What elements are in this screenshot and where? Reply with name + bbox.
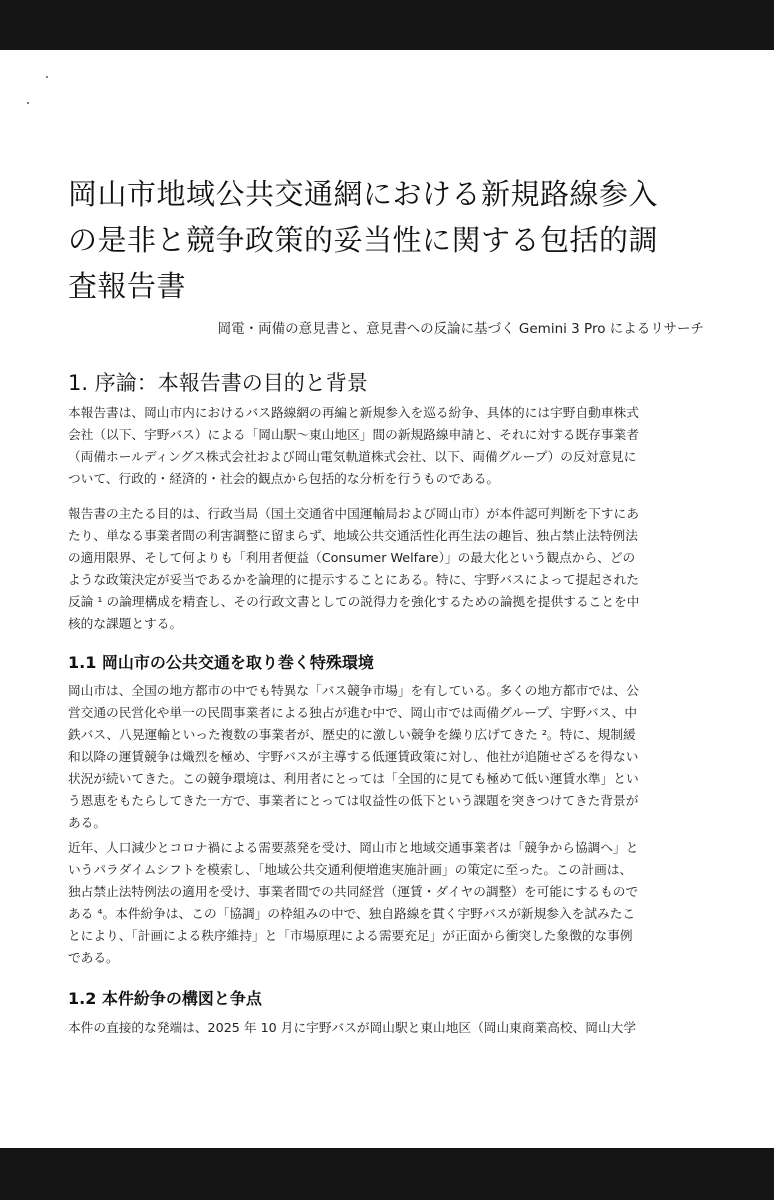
paragraph-line: 岡山市は、全国の地方都市の中でも特異な「バス競争市場」を有している。多くの地方都市では、公 <box>68 683 639 698</box>
paragraph <box>68 1017 718 1039</box>
paragraph-line: 本報告書は、岡山市内におけるバス路線網の再編と新規参入を巡る紛争、具体的には宇野自動車株式 <box>68 405 639 420</box>
paragraph-line: 核的な課題とする。 <box>68 616 183 631</box>
paragraph-line: う恩恵をもたらしてきた一方で、事業者にとっては収益性の低下という課題を突きつけてきた背景が <box>68 793 639 808</box>
paragraph-line: 本件の直接的な発端は、2025 年 10 月に宇野バスが岡山駅と東山地区（岡山東商業高校、岡山大学 <box>68 1020 637 1035</box>
paragraph-line: ある。 <box>68 815 107 830</box>
paragraph-line: ある ⁴。本件紛争は、この「協調」の枠組みの中で、独自路線を貫く宇野バスが新規参入を試みたこ <box>68 906 636 921</box>
section-heading-1: 1. 序論：本報告書の目的と背景 <box>68 371 368 395</box>
document-page <box>0 50 774 1148</box>
paragraph <box>68 680 718 834</box>
section-heading-1-1: 1.1 岡山市の公共交通を取り巻く特殊環境 <box>68 653 374 672</box>
paragraph-line: ついて、行政的・経済的・社会的観点から包括的な分析を行うものである。 <box>68 471 500 486</box>
title-line: 岡山市地域公共交通網における新規路線参入 <box>68 177 659 211</box>
paragraph-line: いうパラダイムシフトを模索し、「地域公共交通利便増進実施計画」の策定に至った。この計画は、 <box>68 862 633 877</box>
paragraph-line: 会社（以下、宇野バス）による「岡山駅〜東山地区」間の新規路線申請と、それに対する既存事業者 <box>68 427 639 442</box>
paragraph-line: とにより、「計画による秩序維持」と「市場原理による需要充足」が正面から衝突した象徴的な事例 <box>68 928 633 943</box>
paragraph-line: 状況が続いてきた。この競争環境は、利用者にとっては「全国的に見ても極めて低い運賃水準」とい <box>68 771 639 786</box>
title-line: の是非と競争政策的妥当性に関する包括的調 <box>68 223 659 257</box>
bottom-black-bar <box>0 1148 774 1200</box>
paragraph-line: 営交通の民営化や単一の民間事業者による独占が進む中で、岡山市では両備グループ、宇野バス、中 <box>68 705 638 720</box>
section-heading-1-2: 1.2 本件紛争の構図と争点 <box>68 989 262 1008</box>
paragraph-line: 鉄バス、八晃運輸といった複数の事業者が、歴史的に激しい競争を繰り広げてきた ²。特に、規制緩 <box>68 727 636 742</box>
top-black-bar <box>0 0 774 50</box>
paragraph-line: たり、単なる事業者間の利害調整に留まらず、地域公共交通活性化再生法の趣旨、独占禁止法特例法 <box>68 528 638 543</box>
paragraph <box>68 837 718 969</box>
scan-speck <box>46 76 48 78</box>
paragraph-line: 和以降の運賃競争は熾烈を極め、宇野バスが主導する低運賃政策に対し、他社が追随せざるを得ない <box>68 749 639 764</box>
document-subtitle: 岡電・両備の意見書と、意見書への反論に基づく Gemini 3 Pro によるリサーチ <box>217 321 704 337</box>
scan-speck <box>27 102 29 104</box>
paragraph-line: の適用限界、そして何よりも「利用者便益（Consumer Welfare）」の最大化という観点から、どの <box>68 550 636 565</box>
title-line: 査報告書 <box>68 269 187 303</box>
paragraph-line: 独占禁止法特例法の適用を受け、事業者間での共同経営（運賃・ダイヤの調整）を可能にするもので <box>68 884 639 899</box>
paragraph-line: （両備ホールディングス株式会社および岡山電気軌道株式会社、以下、両備グループ）の反対意見に <box>68 449 637 464</box>
paragraph-line: 報告書の主たる目的は、行政当局（国土交通省中国運輸局および岡山市）が本件認可判断を下すにあ <box>68 506 639 521</box>
paragraph <box>68 402 718 490</box>
paragraph-line: 近年、人口減少とコロナ禍による需要蒸発を受け、岡山市と地域交通事業者は「競争から協調へ」と <box>68 840 639 855</box>
paragraph-line: である。 <box>68 950 119 965</box>
paragraph <box>68 503 718 635</box>
paragraph-line: 反論 ¹ の論理構成を精査し、その行政文書としての説得力を強化するための論拠を提供することを中 <box>68 594 640 609</box>
paragraph-line: ような政策決定が妥当であるかを論理的に提示することにある。特に、宇野バスによって提起された <box>68 572 639 587</box>
document-title <box>68 171 718 309</box>
